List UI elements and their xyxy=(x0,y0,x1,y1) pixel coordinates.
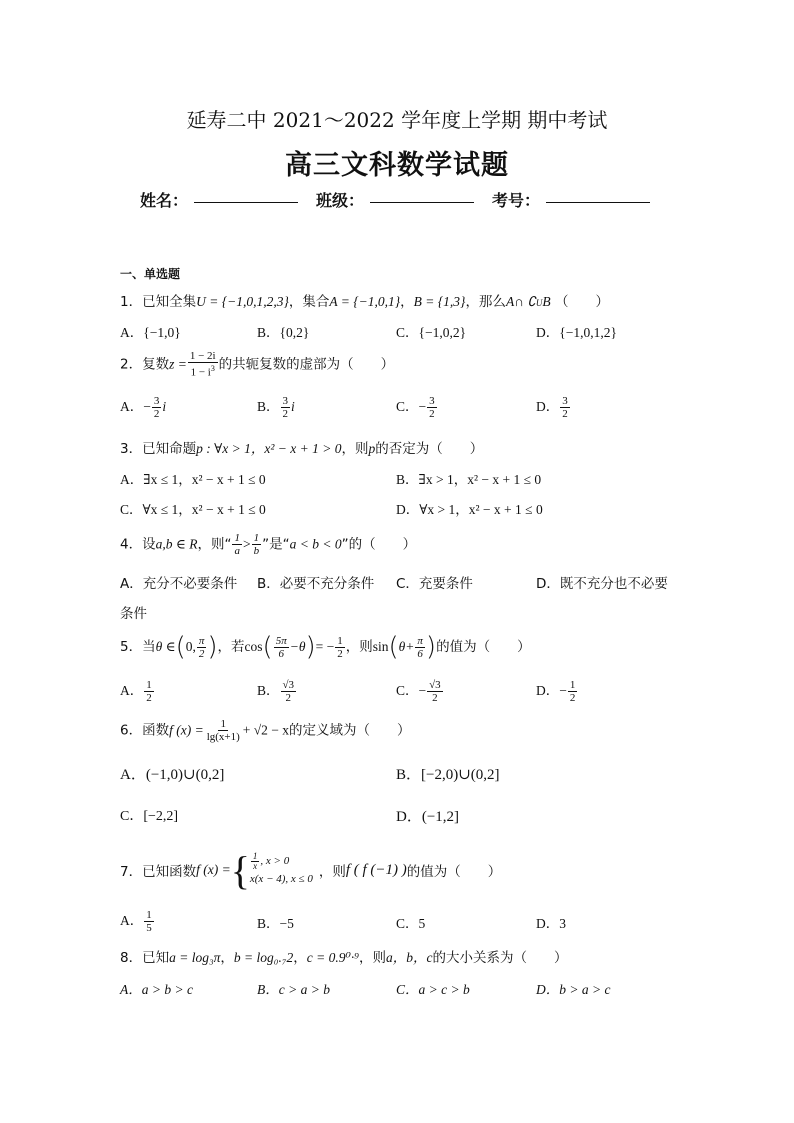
q7-option-d[interactable]: D．3 xyxy=(536,916,566,931)
question-2: 2．复数z = $\frac{1 - 2i}{1 - i^3}$ 的共轭复数的虚部为（ ） xyxy=(120,350,395,379)
q5-option-d[interactable]: D．− $\frac{1}{2}$ xyxy=(536,679,576,705)
q1-option-b[interactable]: B．{0,2} xyxy=(257,325,310,340)
q1-option-d[interactable]: D．{−1,0,1,2} xyxy=(536,325,617,340)
question-1: 1．已知全集U = {−1,0,1,2,3}，集合A = {−1,0,1}，B = {1,3}，那么A∩ ∁UB （ ） xyxy=(120,294,609,310)
q2-option-d[interactable]: D． $\frac{3}{2}$ xyxy=(536,395,568,421)
q5-option-b[interactable]: B． $\frac{√3}{2}$ xyxy=(257,679,295,705)
question-4: 4．设a,b ∈ R，则“ $\frac{1}{a}$ > $\frac{1}{b}$ ”是“a < b < 0”的（ ） xyxy=(120,532,417,557)
q2-option-c[interactable]: C．− $\frac{3}{2}$ xyxy=(396,395,435,421)
question-6: 6．函数f (x) = $\frac{1}{\lg(x+1)}$ + √2 − x的定义域为（ ） xyxy=(120,718,411,743)
q3-option-c[interactable]: C．∀x ≤ 1，x² − x + 1 ≤ 0 xyxy=(120,502,266,517)
q7-option-b[interactable]: B．−5 xyxy=(257,916,294,931)
q3-option-a[interactable]: A．∃x ≤ 1，x² − x + 1 ≤ 0 xyxy=(120,472,266,487)
class-label: 班级： xyxy=(316,191,365,210)
q4-option-c[interactable]: C．充要条件 xyxy=(396,576,473,592)
q6-option-c[interactable]: C．[−2,2] xyxy=(120,809,179,824)
class-blank[interactable] xyxy=(370,202,474,203)
q6-option-b[interactable]: B．[−2,0)∪(0,2] xyxy=(396,767,500,783)
section-title: 一、单选题 xyxy=(120,267,181,281)
q6-option-a[interactable]: A．(−1,0)∪(0,2] xyxy=(120,767,225,783)
q3-option-d[interactable]: D．∀x > 1，x² − x + 1 ≤ 0 xyxy=(396,502,543,517)
q5-option-c[interactable]: C．− $\frac{√3}{2}$ xyxy=(396,679,441,705)
q8-option-d[interactable]: D．b > a > c xyxy=(536,982,611,997)
name-label: 姓名： xyxy=(140,191,189,210)
q5-option-a[interactable]: A． $\frac{1}{2}$ xyxy=(120,679,152,705)
question-8: 8．已知a = log₃π，b = log₀.₇2，c = 0.9⁰·⁹，则a，b，c的大小关系为（ ） xyxy=(120,950,568,966)
q4-option-d-wrap: 条件 xyxy=(120,606,147,622)
q8-option-a[interactable]: A．a > b > c xyxy=(120,982,193,997)
q2-fraction: $\frac{1 - 2i}{1 - i^3}$ xyxy=(189,350,216,379)
q1-option-c[interactable]: C．{−1,0,2} xyxy=(396,325,467,340)
q7-option-c[interactable]: C．5 xyxy=(396,916,426,931)
q4-option-b[interactable]: B．必要不充分条件 xyxy=(257,576,375,592)
exam-title: 高三文科数学试题 xyxy=(285,150,509,181)
q7-piecewise: $\frac{1}{x}$ , x > 0 x(x − 4), x ≤ 0 xyxy=(249,851,313,885)
student-info-row xyxy=(140,188,668,211)
q8-option-c[interactable]: C．a > c > b xyxy=(396,982,470,997)
q4-option-a[interactable]: A．充分不必要条件 xyxy=(120,576,238,592)
q4-option-d[interactable]: D．既不充分也不必要 xyxy=(536,576,668,592)
q2-option-a[interactable]: A．− $\frac{3}{2}$ i xyxy=(120,395,167,421)
name-blank[interactable] xyxy=(194,202,298,203)
number-label: 考号： xyxy=(492,191,541,210)
q8-option-b[interactable]: B．c > a > b xyxy=(257,982,330,997)
q2-option-b[interactable]: B． $\frac{3}{2}$ i xyxy=(257,395,295,421)
q1-option-a[interactable]: A．{−1,0} xyxy=(120,325,181,340)
q6-option-d[interactable]: D．(−1,2] xyxy=(396,809,460,825)
question-3: 3．已知命题p : ∀x > 1，x² − x + 1 > 0，则p的否定为（ ） xyxy=(120,441,484,457)
q3-option-b[interactable]: B．∃x > 1，x² − x + 1 ≤ 0 xyxy=(396,472,542,487)
number-blank[interactable] xyxy=(546,202,650,203)
exam-header: 延寿二中 2021～2022 学年度上学期 期中考试 xyxy=(186,108,608,132)
question-7: 7．已知函数 f (x) = { $\frac{1}{x}$ , x > 0 x(x − 4), x ≤ 0 ，则 f ( f (−1) ) 的值为（ ） xyxy=(120,847,502,893)
question-5: 5．当θ ∈(0, $\frac{\pi}{2}$ )，若cos( $\frac{5\pi}{6}$ −θ)= − $\frac{1}{2}$ ，则sin(θ+ $\frac{\pi}{6}$ )的值为（ ） xyxy=(120,632,531,662)
q7-option-a[interactable]: A． $\frac{1}{5}$ xyxy=(120,909,152,935)
